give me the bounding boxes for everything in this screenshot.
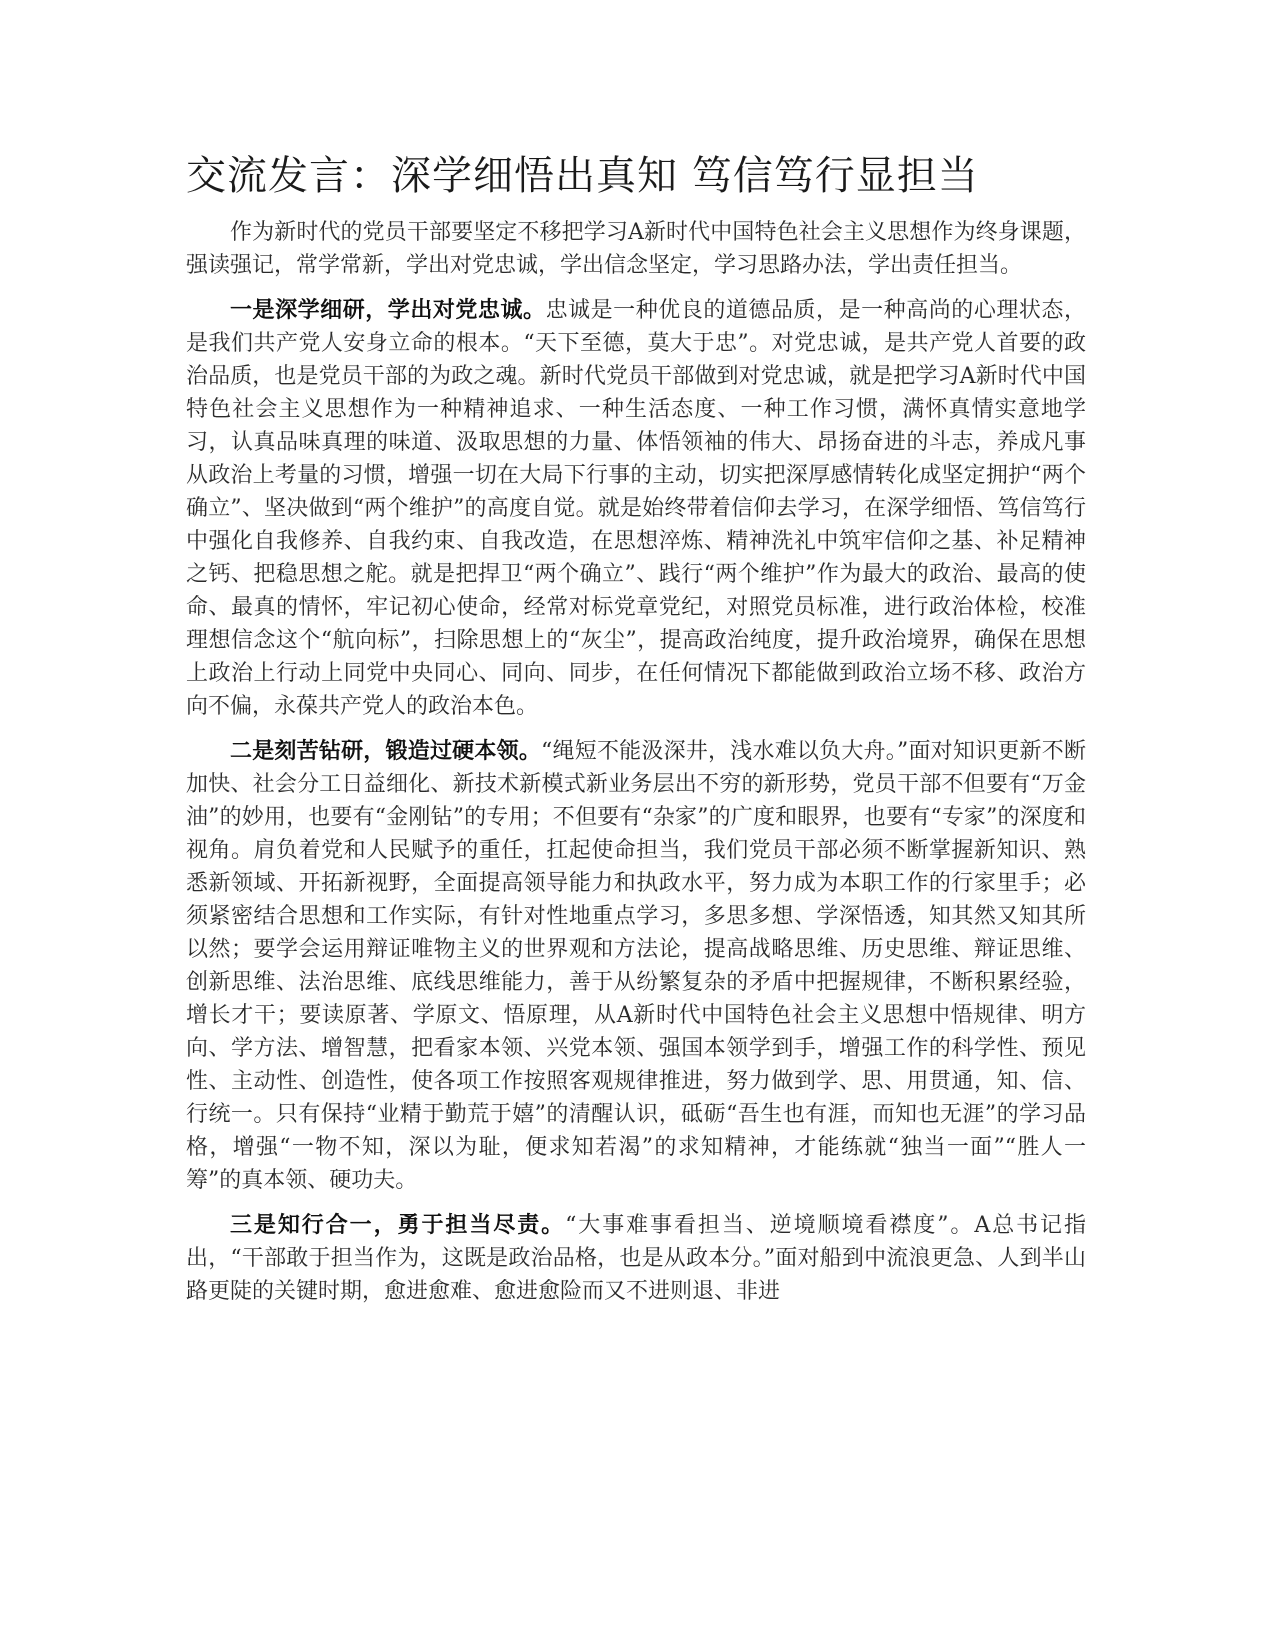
section-paragraph-3 [186,1209,1086,1308]
section-paragraph-1 [186,294,1086,723]
section-text-2: “绳短不能汲深井，浅水难以负大舟。”面对知识更新不断加快、社会分工日益细化、新技术新模式新业务层出不穷的新形势，党员干部不但要有“万金油”的妙用，也要有“金刚钻”的专用；不但要有“杂家”的广度和眼界，也要有“专家”的深度和视角。肩负着党和人民赋予的重任，扛起使命担当，我们党员干部必须不断掌握新知识、熟悉新领域、开拓新视野，全面提高领导能力和执政水平，努力成为本职工作的行家里手；必须紧密结合思想和工作实际，有针对性地重点学习，多思多想、学深悟透，知其然又知其所以然；要学会运用辩证唯物主义的世界观和方法论，提高战略思维、历史思维、辩证思维、创新思维、法治思维、底线思维能力，善于从纷繁复杂的矛盾中把握规律，不断积累经验，增长才干；要读原著、学原文、悟原理，从A新时代中国特色社会主义思想中悟规律、明方向、学方法、增智慧，把看家本领、兴党本领、强国本领学到手，增强工作的科学性、预见性、主动性、创造性，使各项工作按照客观规律推进，努力做到学、思、用贯通，知、信、行统一。只有保持“业精于勤荒于嬉”的清醒认识，砥砺“吾生也有涯，而知也无涯”的学习品格，增强“一物不知，深以为耻，便求知若渴”的求知精神，才能练就“独当一面”“胜人一筹”的真本领、硬功夫。 [186,739,1086,1193]
section-text-1: 忠诚是一种优良的道德品质，是一种高尚的心理状态，是我们共产党人安身立命的根本。“天下至德，莫大于忠”。对党忠诚，是共产党人首要的政治品质，也是党员干部的为政之魂。新时代党员干部做到对党忠诚，就是把学习A新时代中国特色社会主义思想作为一种精神追求、一种生活态度、一种工作习惯，满怀真情实意地学习，认真品味真理的味道、汲取思想的力量、体悟领袖的伟大、昂扬奋进的斗志，养成凡事从政治上考量的习惯，增强一切在大局下行事的主动，切实把深厚感情转化成坚定拥护“两个确立”、坚决做到“两个维护”的高度自觉。就是始终带着信仰去学习，在深学细悟、笃信笃行中强化自我修养、自我约束、自我改造，在思想淬炼、精神洗礼中筑牢信仰之基、补足精神之钙、把稳思想之舵。就是把捍卫“两个确立”、践行“两个维护”作为最大的政治、最高的使命、最真的情怀，牢记初心使命，经常对标党章党纪，对照党员标准，进行政治体检，校准理想信念这个“航向标”，扫除思想上的“灰尘”，提高政治纯度，提升政治境界，确保在思想上政治上行动上同党中央同心、同向、同步，在任何情况下都能做到政治立场不移、政治方向不偏，永葆共产党人的政治本色。 [186,298,1086,719]
section-paragraph-2 [186,735,1086,1197]
section-text-3: “大事难事看担当、逆境顺境看襟度”。A总书记指出，“干部敢于担当作为，这既是政治品格，也是从政本分。”面对船到中流浪更急、人到半山路更陡的关键时期，愈进愈难、愈进愈险而又不进则退、非进 [186,1213,1086,1304]
section-lead-1: 一是深学细研，学出对党忠诚。 [230,297,546,323]
section-lead-3: 三是知行合一，勇于担当尽责。 [230,1212,566,1238]
document-title: 交流发言：深学细悟出真知 笃信笃行显担当 [186,153,979,199]
document-body [186,148,1086,1320]
intro-paragraph: 作为新时代的党员干部要坚定不移把学习A新时代中国特色社会主义思想作为终身课题，强读强记，常学常新，学出对党忠诚，学出信念坚定，学习思路办法，学出责任担当。 [186,220,1086,278]
section-lead-2: 二是刻苦钻研，锻造过硬本领。 [230,738,542,764]
